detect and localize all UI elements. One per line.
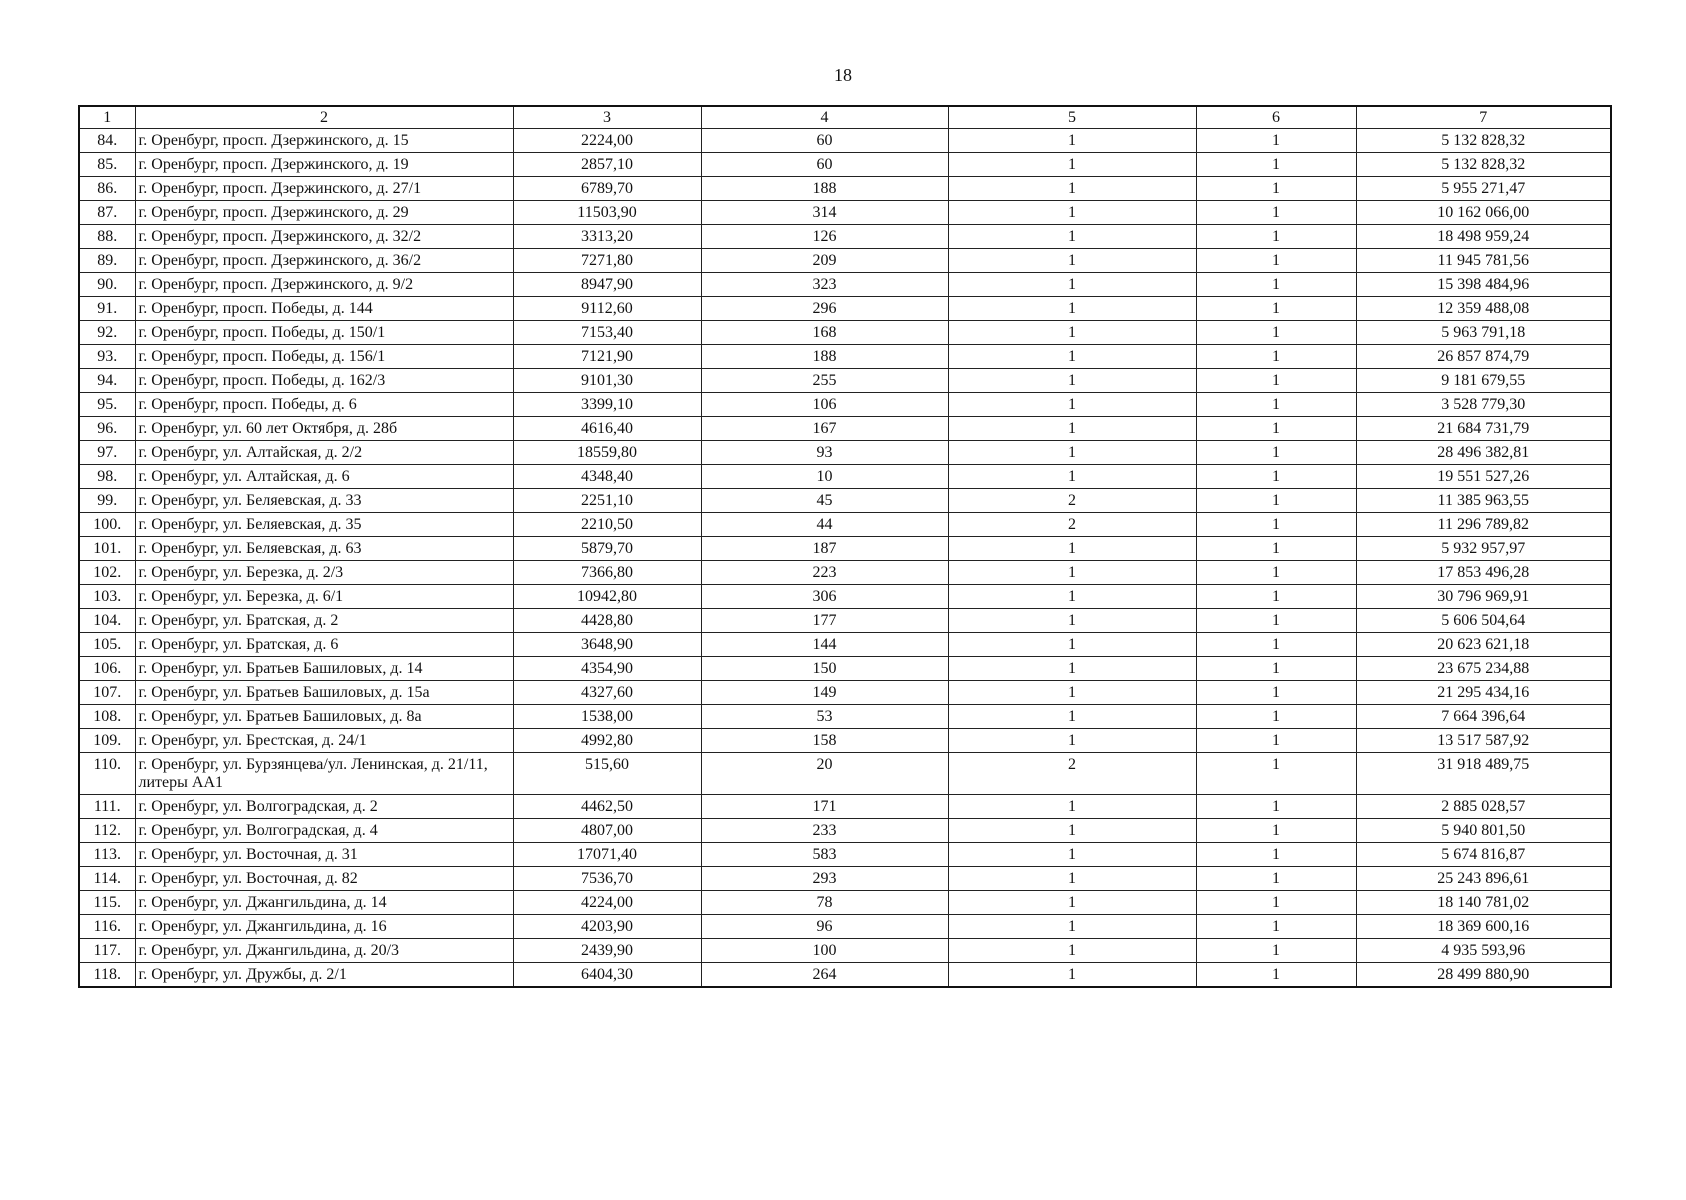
row-number-cell: 93. [79,345,135,369]
col6-cell: 1 [1196,441,1356,465]
address-cell: г. Оренбург, ул. Волгоградская, д. 4 [135,819,513,843]
row-number-cell: 118. [79,963,135,988]
row-number-cell: 84. [79,129,135,153]
table-row [79,225,1611,249]
table-row [79,939,1611,963]
col6-cell: 1 [1196,177,1356,201]
cost-cell: 3 528 779,30 [1356,393,1611,417]
col6-cell: 1 [1196,585,1356,609]
residents-cell: 187 [701,537,948,561]
residents-cell: 144 [701,633,948,657]
col5-cell: 1 [948,963,1196,988]
table-row [79,201,1611,225]
col6-cell: 1 [1196,393,1356,417]
row-number-cell: 88. [79,225,135,249]
area-cell: 3399,10 [513,393,701,417]
residents-cell: 126 [701,225,948,249]
cost-cell: 12 359 488,08 [1356,297,1611,321]
col6-cell: 1 [1196,633,1356,657]
address-cell: г. Оренбург, ул. Джангильдина, д. 14 [135,891,513,915]
residents-cell: 223 [701,561,948,585]
header-cell: 2 [135,106,513,129]
row-number-cell: 113. [79,843,135,867]
table-row [79,963,1611,988]
address-cell: г. Оренбург, просп. Дзержинского, д. 15 [135,129,513,153]
col6-cell: 1 [1196,273,1356,297]
col5-cell: 1 [948,609,1196,633]
residents-cell: 60 [701,129,948,153]
table-row [79,819,1611,843]
col6-cell: 1 [1196,819,1356,843]
table-row [79,795,1611,819]
residents-cell: 314 [701,201,948,225]
address-cell: г. Оренбург, ул. Братьев Башиловых, д. 15а [135,681,513,705]
cost-cell: 5 674 816,87 [1356,843,1611,867]
header-cell: 3 [513,106,701,129]
col5-cell: 1 [948,585,1196,609]
cost-cell: 13 517 587,92 [1356,729,1611,753]
houses-table [78,105,1612,988]
residents-cell: 149 [701,681,948,705]
address-cell: г. Оренбург, ул. Джангильдина, д. 20/3 [135,939,513,963]
area-cell: 4224,00 [513,891,701,915]
address-cell: г. Оренбург, ул. Березка, д. 2/3 [135,561,513,585]
area-cell: 2439,90 [513,939,701,963]
address-cell: г. Оренбург, просп. Победы, д. 144 [135,297,513,321]
area-cell: 18559,80 [513,441,701,465]
row-number-cell: 89. [79,249,135,273]
cost-cell: 18 498 959,24 [1356,225,1611,249]
col6-cell: 1 [1196,201,1356,225]
col5-cell: 1 [948,417,1196,441]
row-number-cell: 94. [79,369,135,393]
col6-cell: 1 [1196,657,1356,681]
cost-cell: 10 162 066,00 [1356,201,1611,225]
address-cell: г. Оренбург, ул. Восточная, д. 31 [135,843,513,867]
cost-cell: 28 496 382,81 [1356,441,1611,465]
row-number-cell: 87. [79,201,135,225]
area-cell: 2224,00 [513,129,701,153]
col5-cell: 1 [948,249,1196,273]
address-cell: г. Оренбург, ул. Братская, д. 6 [135,633,513,657]
address-cell: г. Оренбург, ул. Беляевская, д. 63 [135,537,513,561]
col5-cell: 1 [948,441,1196,465]
row-number-cell: 112. [79,819,135,843]
table-row [79,369,1611,393]
area-cell: 4992,80 [513,729,701,753]
row-number-cell: 106. [79,657,135,681]
cost-cell: 18 140 781,02 [1356,891,1611,915]
area-cell: 7153,40 [513,321,701,345]
cost-cell: 25 243 896,61 [1356,867,1611,891]
area-cell: 2857,10 [513,153,701,177]
header-cell: 4 [701,106,948,129]
table-row [79,153,1611,177]
row-number-cell: 92. [79,321,135,345]
address-cell: г. Оренбург, просп. Дзержинского, д. 36/2 [135,249,513,273]
cost-cell: 21 295 434,16 [1356,681,1611,705]
col6-cell: 1 [1196,843,1356,867]
col6-cell: 1 [1196,369,1356,393]
cost-cell: 7 664 396,64 [1356,705,1611,729]
residents-cell: 255 [701,369,948,393]
cost-cell: 20 623 621,18 [1356,633,1611,657]
col5-cell: 1 [948,393,1196,417]
col5-cell: 1 [948,153,1196,177]
area-cell: 7271,80 [513,249,701,273]
col5-cell: 1 [948,297,1196,321]
header-cell: 7 [1356,106,1611,129]
row-number-cell: 111. [79,795,135,819]
table-row [79,681,1611,705]
address-cell: г. Оренбург, просп. Победы, д. 156/1 [135,345,513,369]
cost-cell: 5 955 271,47 [1356,177,1611,201]
header-cell: 1 [79,106,135,129]
table-row [79,273,1611,297]
address-cell: г. Оренбург, просп. Дзержинского, д. 32/2 [135,225,513,249]
col6-cell: 1 [1196,795,1356,819]
area-cell: 4807,00 [513,819,701,843]
col5-cell: 1 [948,729,1196,753]
table-row [79,561,1611,585]
address-cell: г. Оренбург, ул. Волгоградская, д. 2 [135,795,513,819]
table-row [79,867,1611,891]
table-row [79,753,1611,795]
col5-cell: 2 [948,753,1196,795]
col6-cell: 1 [1196,513,1356,537]
col5-cell: 1 [948,369,1196,393]
table-row [79,843,1611,867]
residents-cell: 10 [701,465,948,489]
header-cell: 6 [1196,106,1356,129]
col6-cell: 1 [1196,225,1356,249]
cost-cell: 5 606 504,64 [1356,609,1611,633]
area-cell: 11503,90 [513,201,701,225]
col6-cell: 1 [1196,915,1356,939]
cost-cell: 31 918 489,75 [1356,753,1611,795]
row-number-cell: 108. [79,705,135,729]
col5-cell: 1 [948,681,1196,705]
row-number-cell: 102. [79,561,135,585]
col6-cell: 1 [1196,153,1356,177]
address-cell: г. Оренбург, просп. Дзержинского, д. 19 [135,153,513,177]
cost-cell: 5 940 801,50 [1356,819,1611,843]
address-cell: г. Оренбург, просп. Победы, д. 162/3 [135,369,513,393]
row-number-cell: 97. [79,441,135,465]
col5-cell: 1 [948,273,1196,297]
col5-cell: 1 [948,465,1196,489]
table-row [79,297,1611,321]
col5-cell: 1 [948,939,1196,963]
residents-cell: 168 [701,321,948,345]
cost-cell: 5 963 791,18 [1356,321,1611,345]
area-cell: 1538,00 [513,705,701,729]
col6-cell: 1 [1196,345,1356,369]
cost-cell: 19 551 527,26 [1356,465,1611,489]
row-number-cell: 91. [79,297,135,321]
col6-cell: 1 [1196,609,1356,633]
area-cell: 17071,40 [513,843,701,867]
area-cell: 5879,70 [513,537,701,561]
cost-cell: 18 369 600,16 [1356,915,1611,939]
row-number-cell: 117. [79,939,135,963]
table-row [79,513,1611,537]
col6-cell: 1 [1196,891,1356,915]
col6-cell: 1 [1196,321,1356,345]
table-body [79,106,1611,987]
col6-cell: 1 [1196,963,1356,988]
residents-cell: 44 [701,513,948,537]
table-row [79,177,1611,201]
cost-cell: 5 132 828,32 [1356,129,1611,153]
table-row [79,417,1611,441]
col5-cell: 1 [948,129,1196,153]
table-row [79,345,1611,369]
col5-cell: 1 [948,633,1196,657]
table-row [79,465,1611,489]
address-cell: г. Оренбург, просп. Дзержинского, д. 9/2 [135,273,513,297]
row-number-cell: 109. [79,729,135,753]
col5-cell: 1 [948,225,1196,249]
row-number-cell: 114. [79,867,135,891]
col5-cell: 1 [948,915,1196,939]
row-number-cell: 100. [79,513,135,537]
col6-cell: 1 [1196,537,1356,561]
row-number-cell: 116. [79,915,135,939]
col5-cell: 1 [948,795,1196,819]
row-number-cell: 103. [79,585,135,609]
table-row [79,441,1611,465]
residents-cell: 177 [701,609,948,633]
residents-cell: 20 [701,753,948,795]
address-cell: г. Оренбург, ул. Джангильдина, д. 16 [135,915,513,939]
col5-cell: 1 [948,891,1196,915]
header-cell: 5 [948,106,1196,129]
row-number-cell: 96. [79,417,135,441]
residents-cell: 96 [701,915,948,939]
cost-cell: 11 385 963,55 [1356,489,1611,513]
residents-cell: 188 [701,345,948,369]
residents-cell: 78 [701,891,948,915]
residents-cell: 106 [701,393,948,417]
residents-cell: 167 [701,417,948,441]
area-cell: 4327,60 [513,681,701,705]
address-cell: г. Оренбург, ул. Дружбы, д. 2/1 [135,963,513,988]
cost-cell: 15 398 484,96 [1356,273,1611,297]
address-cell: г. Оренбург, ул. Восточная, д. 82 [135,867,513,891]
table-row [79,729,1611,753]
address-cell: г. Оренбург, просп. Дзержинского, д. 27/1 [135,177,513,201]
residents-cell: 158 [701,729,948,753]
col5-cell: 1 [948,201,1196,225]
address-cell: г. Оренбург, ул. Алтайская, д. 6 [135,465,513,489]
cost-cell: 5 932 957,97 [1356,537,1611,561]
cost-cell: 2 885 028,57 [1356,795,1611,819]
address-cell: г. Оренбург, просп. Дзержинского, д. 29 [135,201,513,225]
col5-cell: 2 [948,489,1196,513]
area-cell: 7366,80 [513,561,701,585]
area-cell: 4428,80 [513,609,701,633]
area-cell: 7536,70 [513,867,701,891]
residents-cell: 171 [701,795,948,819]
address-cell: г. Оренбург, ул. Братская, д. 2 [135,609,513,633]
area-cell: 4462,50 [513,795,701,819]
col5-cell: 1 [948,537,1196,561]
residents-cell: 306 [701,585,948,609]
row-number-cell: 105. [79,633,135,657]
area-cell: 4348,40 [513,465,701,489]
row-number-cell: 107. [79,681,135,705]
area-cell: 2210,50 [513,513,701,537]
residents-cell: 583 [701,843,948,867]
col6-cell: 1 [1196,705,1356,729]
row-number-cell: 110. [79,753,135,795]
col5-cell: 1 [948,177,1196,201]
cost-cell: 30 796 969,91 [1356,585,1611,609]
table-row [79,633,1611,657]
address-cell: г. Оренбург, ул. Братьев Башиловых, д. 14 [135,657,513,681]
cost-cell: 11 296 789,82 [1356,513,1611,537]
col5-cell: 1 [948,345,1196,369]
col6-cell: 1 [1196,729,1356,753]
residents-cell: 60 [701,153,948,177]
area-cell: 7121,90 [513,345,701,369]
cost-cell: 23 675 234,88 [1356,657,1611,681]
table-row [79,609,1611,633]
col5-cell: 1 [948,819,1196,843]
cost-cell: 11 945 781,56 [1356,249,1611,273]
table-row [79,129,1611,153]
col6-cell: 1 [1196,939,1356,963]
table-row [79,705,1611,729]
col6-cell: 1 [1196,129,1356,153]
col6-cell: 1 [1196,681,1356,705]
col5-cell: 1 [948,705,1196,729]
address-cell: г. Оренбург, ул. Брестская, д. 24/1 [135,729,513,753]
col6-cell: 1 [1196,489,1356,513]
cost-cell: 17 853 496,28 [1356,561,1611,585]
address-cell: г. Оренбург, ул. Березка, д. 6/1 [135,585,513,609]
area-cell: 4354,90 [513,657,701,681]
table-row [79,489,1611,513]
area-cell: 8947,90 [513,273,701,297]
table-row [79,249,1611,273]
cost-cell: 28 499 880,90 [1356,963,1611,988]
col5-cell: 1 [948,561,1196,585]
table-row [79,891,1611,915]
table-row [79,585,1611,609]
table-row [79,657,1611,681]
address-cell: г. Оренбург, ул. Беляевская, д. 33 [135,489,513,513]
residents-cell: 100 [701,939,948,963]
area-cell: 3648,90 [513,633,701,657]
col6-cell: 1 [1196,753,1356,795]
table-row [79,393,1611,417]
page-number: 18 [834,65,852,85]
row-number-cell: 115. [79,891,135,915]
cost-cell: 9 181 679,55 [1356,369,1611,393]
cost-cell: 26 857 874,79 [1356,345,1611,369]
address-cell: г. Оренбург, просп. Победы, д. 6 [135,393,513,417]
residents-cell: 233 [701,819,948,843]
col6-cell: 1 [1196,561,1356,585]
address-cell: г. Оренбург, ул. 60 лет Октября, д. 28б [135,417,513,441]
row-number-cell: 104. [79,609,135,633]
row-number-cell: 86. [79,177,135,201]
area-cell: 4616,40 [513,417,701,441]
address-cell: г. Оренбург, ул. Беляевская, д. 35 [135,513,513,537]
cost-cell: 21 684 731,79 [1356,417,1611,441]
col5-cell: 2 [948,513,1196,537]
area-cell: 515,60 [513,753,701,795]
col6-cell: 1 [1196,249,1356,273]
area-cell: 6789,70 [513,177,701,201]
area-cell: 9101,30 [513,369,701,393]
col6-cell: 1 [1196,417,1356,441]
table-row [79,915,1611,939]
area-cell: 2251,10 [513,489,701,513]
address-cell: г. Оренбург, ул. Братьев Башиловых, д. 8а [135,705,513,729]
area-cell: 3313,20 [513,225,701,249]
row-number-cell: 101. [79,537,135,561]
header-row [79,106,1611,129]
residents-cell: 53 [701,705,948,729]
table-row [79,321,1611,345]
residents-cell: 323 [701,273,948,297]
address-cell: г. Оренбург, ул. Бурзянцева/ул. Ленинская, д. 21/11, литеры АА1 [135,753,513,795]
row-number-cell: 99. [79,489,135,513]
col6-cell: 1 [1196,465,1356,489]
residents-cell: 264 [701,963,948,988]
col6-cell: 1 [1196,297,1356,321]
col5-cell: 1 [948,657,1196,681]
col5-cell: 1 [948,321,1196,345]
residents-cell: 45 [701,489,948,513]
area-cell: 9112,60 [513,297,701,321]
residents-cell: 188 [701,177,948,201]
col5-cell: 1 [948,843,1196,867]
row-number-cell: 90. [79,273,135,297]
area-cell: 6404,30 [513,963,701,988]
cost-cell: 4 935 593,96 [1356,939,1611,963]
col6-cell: 1 [1196,867,1356,891]
address-cell: г. Оренбург, ул. Алтайская, д. 2/2 [135,441,513,465]
row-number-cell: 95. [79,393,135,417]
address-cell: г. Оренбург, просп. Победы, д. 150/1 [135,321,513,345]
row-number-cell: 98. [79,465,135,489]
residents-cell: 293 [701,867,948,891]
residents-cell: 93 [701,441,948,465]
residents-cell: 209 [701,249,948,273]
area-cell: 10942,80 [513,585,701,609]
table-row [79,537,1611,561]
area-cell: 4203,90 [513,915,701,939]
residents-cell: 296 [701,297,948,321]
residents-cell: 150 [701,657,948,681]
col5-cell: 1 [948,867,1196,891]
cost-cell: 5 132 828,32 [1356,153,1611,177]
row-number-cell: 85. [79,153,135,177]
